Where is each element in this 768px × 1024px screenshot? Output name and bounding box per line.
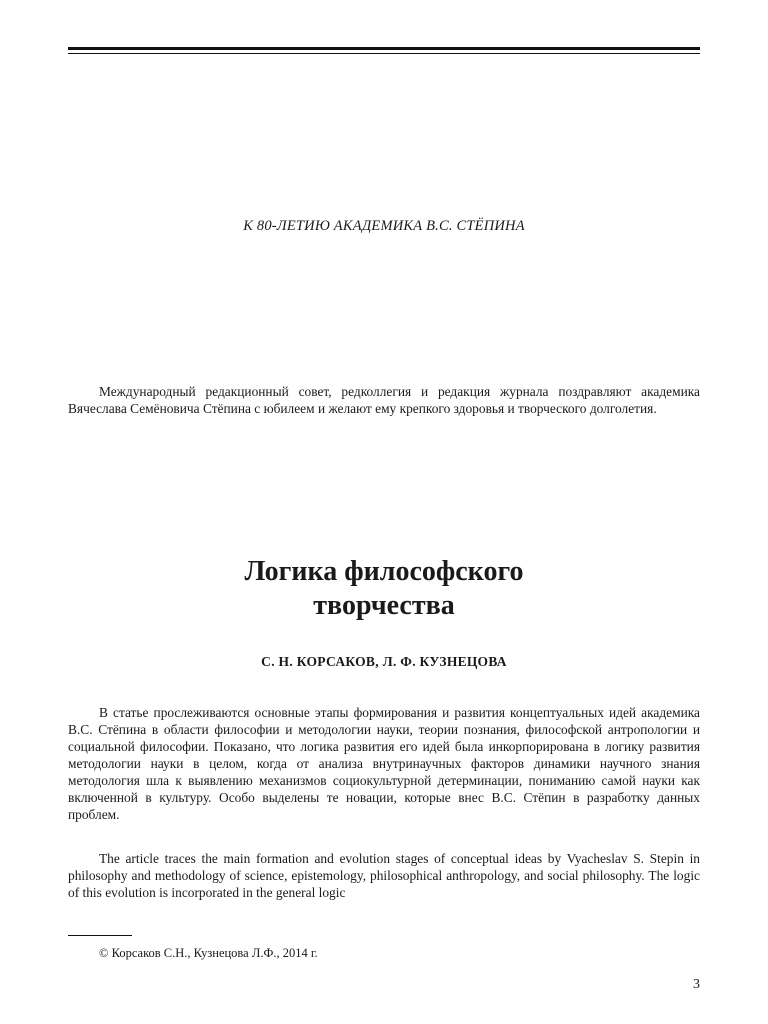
footnote-separator — [68, 935, 132, 936]
copyright-footnote: © Корсаков С.Н., Кузнецова Л.Ф., 2014 г. — [99, 946, 318, 960]
article-title — [0, 555, 768, 623]
article-authors: С. Н. КОРСАКОВ, Л. Ф. КУЗНЕЦОВА — [261, 654, 507, 669]
abstract-russian: В статье прослеживаются основные этапы формирования и развития концептуальных идей академика В.С. Стёпина в области философии и методологии науки, теории познания, философской антропологии и социальной философии. Показано, что логика развития его идей была инкорпорирована в логику развития методологии науки в целом, когда от анализа внутринаучных факторов динамики научного знания методология шла к выявлению механизмов социокультурной детерминации, пониманию самой науки как включенной в культуру. Особо выделены те новации, которые внес В.С. Стёпин в разработку данных проблем. — [68, 705, 700, 822]
congratulation-paragraph: Международный редакционный совет, редколлегия и редакция журнала поздравляют академика Вячеслава Семёновича Стёпина с юбилеем и желают ему крепкого здоровья и творческого долголетия. — [68, 384, 700, 416]
header-rule-thick — [68, 47, 700, 50]
page-number: 3 — [693, 977, 700, 992]
section-heading: К 80-ЛЕТИЮ АКАДЕМИКА В.С. СТЁПИНА — [243, 218, 525, 234]
article-title-line-2: творчества — [313, 590, 455, 621]
article-title-line-1: Логика философского — [244, 556, 524, 587]
abstract-english: The article traces the main formation and evolution stages of conceptual ideas by Vyacheslav S. Stepin in philosophy and methodology of science, epistemology, philosophical anthropology, and social philosophy. The logic of this evolution is incorporated in the general logic — [68, 851, 700, 900]
header-rule-thin — [68, 53, 700, 54]
